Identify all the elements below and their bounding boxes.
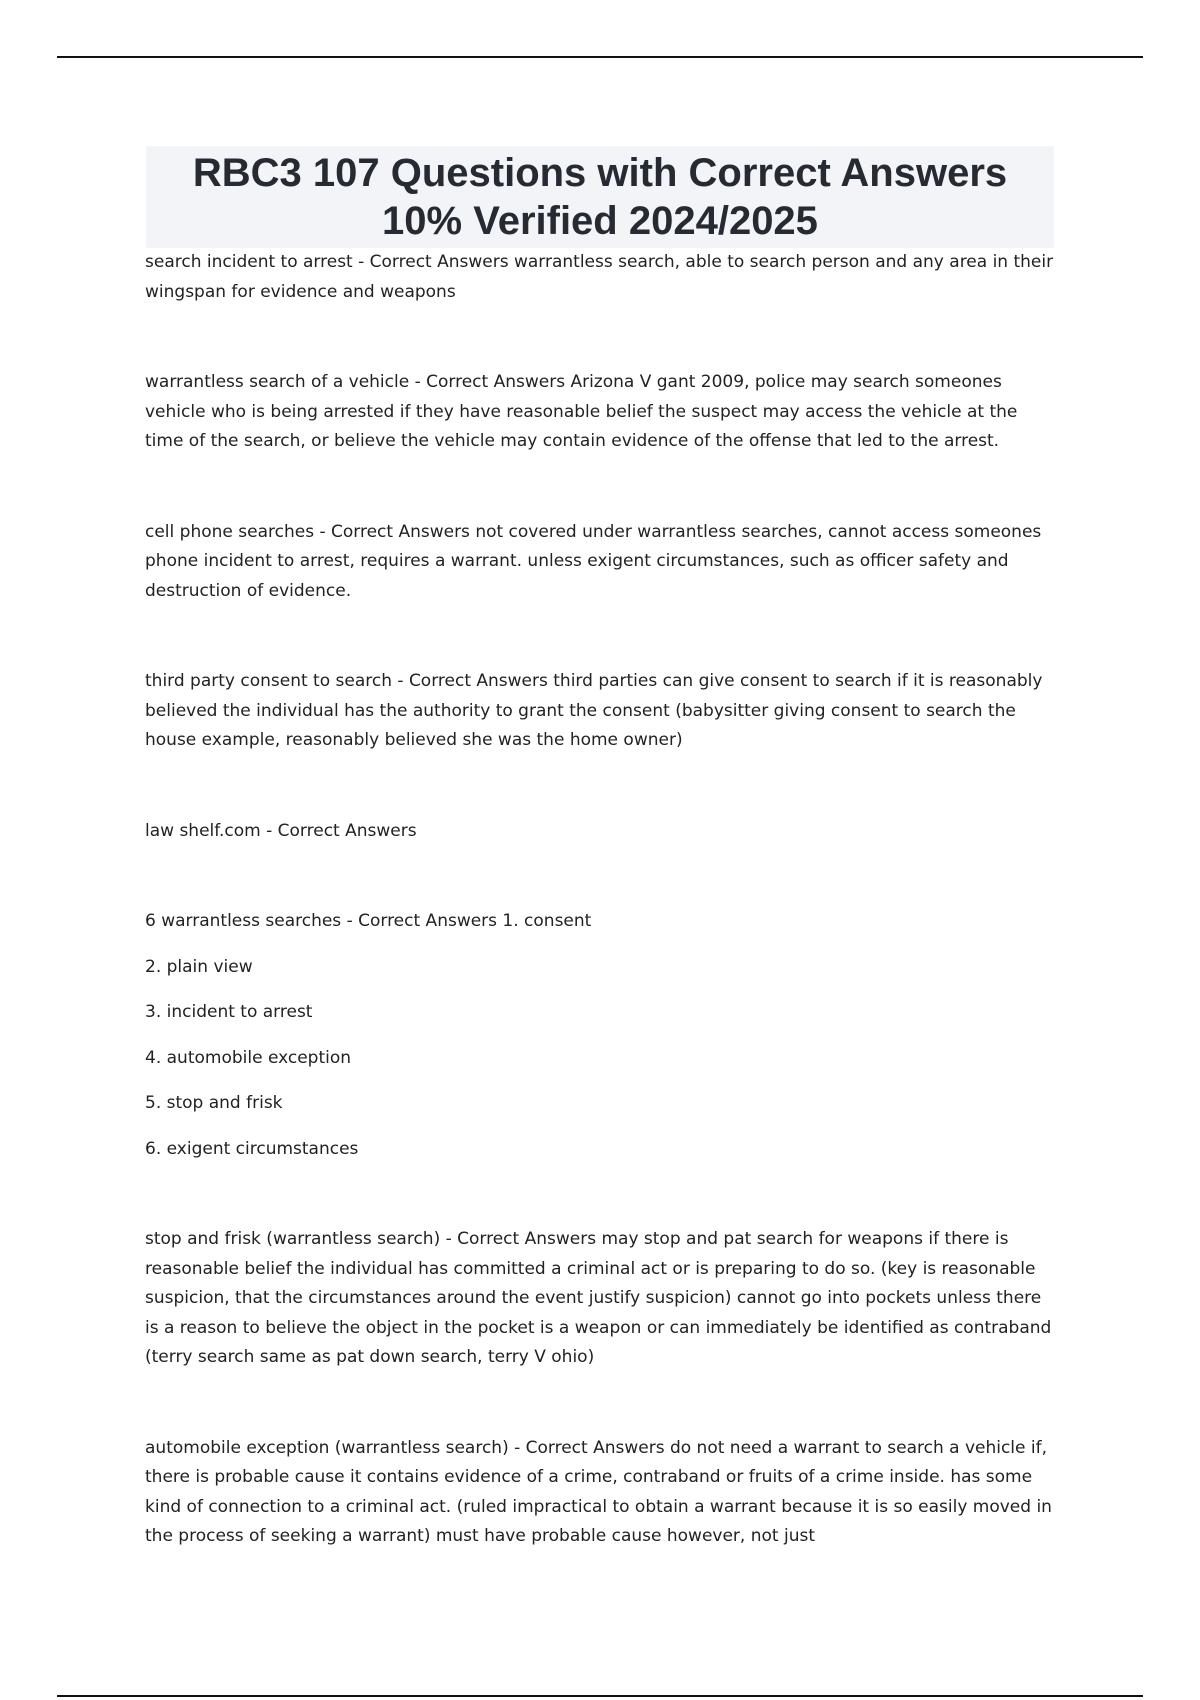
qa-entry: 6 warrantless searches - Correct Answers 1. consent — [145, 911, 592, 931]
qa-entry: automobile exception (warrantless search) - Correct Answers do not need a warrant to search a vehicle if, there is probable cause it contains evidence of a crime, contraband or fruits of a crime inside. has some kind of connection to a criminal act. (ruled impractical to obtain a warrant because it is so easily moved in the process of seeking a warrant) must have probable cause however, not just — [145, 1437, 1052, 1546]
list-item: 2. plain view — [145, 956, 253, 977]
qa-entry: cell phone searches - Correct Answers not covered under warrantless searches, cannot access someones phone incident to arrest, requires a warrant. unless exigent circumstances, such as officer safety and destruction of evidence. — [145, 521, 1042, 601]
qa-entry: third party consent to search - Correct Answers third parties can give consent to search if it is reasonably believed the individual has the authority to grant the consent (babysitter giving consent to search the house example, reasonably believed she was the home owner) — [145, 671, 1043, 750]
list-item: 5. stop and frisk — [145, 1093, 283, 1113]
title-line-2: 10% Verified 2024/2025 — [382, 199, 818, 243]
qa-entry: law shelf.com - Correct Answers — [145, 820, 417, 841]
title-line-1: RBC3 107 Questions with Correct Answers — [192, 151, 1008, 195]
qa-entry: warrantless search of a vehicle - Correct Answers Arizona V gant 2009, police may search someones vehicle who is being arrested if they have reasonable belief the suspect may access the vehicle at the time of the search, or believe the vehicle may contain evidence of the offense that led to the arrest. — [145, 372, 1018, 451]
bottom-rule — [57, 1695, 1143, 1697]
document-body — [145, 248, 1060, 1552]
list-item: 6. exigent circumstances — [145, 1138, 359, 1159]
qa-entry: stop and frisk (warrantless search) - Correct Answers may stop and pat search for weapons if there is reasonable belief the individual has committed a criminal act or is preparing to do so. (key is reasonable suspicion, that the circumstances around the event justify suspicion) cannot go into pockets unless there is a reason to believe the object in the pocket is a weapon or can immediately be identified as contraband (terry search same as pat down search, terry V ohio) — [145, 1229, 1052, 1367]
list-item: 3. incident to arrest — [145, 1002, 313, 1022]
document-title — [146, 146, 1054, 248]
top-rule — [57, 56, 1143, 58]
qa-entry: search incident to arrest - Correct Answers warrantless search, able to search person and any area in their wingspan for evidence and weapons — [145, 252, 1054, 302]
list-item: 4. automobile exception — [145, 1047, 352, 1068]
